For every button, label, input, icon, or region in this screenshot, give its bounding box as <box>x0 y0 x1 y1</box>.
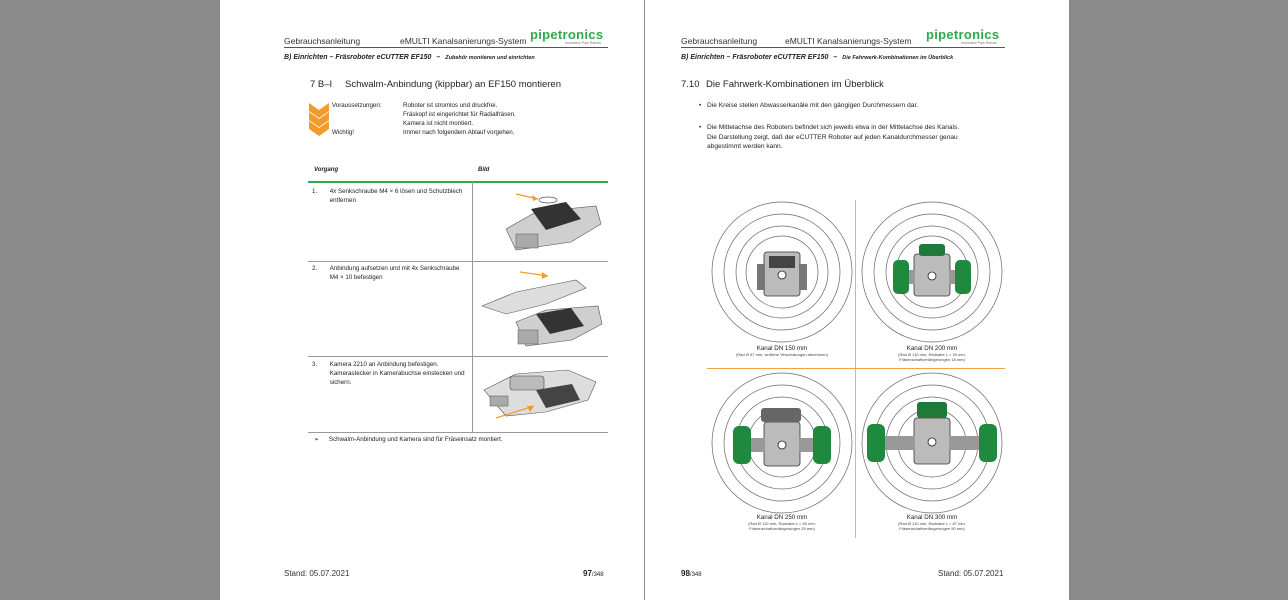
header-rule <box>681 47 1005 48</box>
diagram-subtitle: (Rad Ø 110 mm, Radnabe L = 60 mm, <box>748 521 816 526</box>
diagram-title: Kanal DN 250 mm <box>756 514 808 521</box>
table-header-image: Bild <box>478 167 490 173</box>
chapter-number: 7.10 <box>681 79 700 90</box>
bullet-line: Die Kreise stellen Abwasserkanäle mit den gängigen Durchmessern dar. <box>707 102 919 109</box>
bullet-dot: • <box>699 102 702 109</box>
logo-tagline: Innovative Pipe Robots <box>565 41 601 45</box>
section-header-main: B) Einrichten – Fräsroboter eCUTTER EF150 <box>681 54 829 61</box>
step-text-line: Kamera 2210 an Anbindung befestigen. <box>329 361 439 368</box>
diagram-subtitle: (Rad Ø 87 mm, seitliche Verschalungen abnehmen) <box>736 352 828 357</box>
section-header <box>681 54 953 61</box>
bullet-line: Die Mittelachse des Roboters befindet sich jeweils etwa in der Mittelachse des Kanals. <box>707 124 960 131</box>
result-text: Schwalm-Anbindung und Kamera sind für Fräseinsatz montiert. <box>328 436 503 443</box>
document-page-right <box>645 0 1069 600</box>
step-text-line: entfernen <box>329 197 356 204</box>
header-doc-type: Gebrauchsanleitung <box>681 36 758 46</box>
pipetronics-logo: pipetronics <box>530 27 604 42</box>
page-number-total: /348 <box>689 572 702 578</box>
diagram-horizontal-divider <box>707 368 1005 369</box>
table-row <box>312 360 465 387</box>
bullet-line: Die Darstellung zeigt, daß der eCUTTER Roboter auf jeden Kanaldurchmesser genau <box>707 133 958 141</box>
header-system-name: eMULTI Kanalsanierungs-System <box>400 36 527 46</box>
header-rule <box>284 47 608 48</box>
footer-date: Stand: 05.07.2021 <box>938 569 1004 578</box>
table-row-divider <box>308 261 608 262</box>
table-row-divider <box>308 356 608 357</box>
step-text <box>330 264 460 282</box>
diagram-subtitle: Fräsenschaftverlängerungen 18 mm) <box>899 357 965 362</box>
section-header-main: B) Einrichten – Fräsroboter eCUTTER EF150 <box>284 54 432 61</box>
step-text-line: 4x Senkschraube M4 × 6 lösen und Schutzblech <box>329 188 463 195</box>
diagram-title: Kanal DN 150 mm <box>756 345 808 352</box>
footer-date: Stand: 05.07.2021 <box>284 569 350 578</box>
step-3-illustration <box>476 360 606 430</box>
diagram-title: Kanal DN 200 mm <box>906 345 958 352</box>
pipe-diagram-dn300 <box>859 372 1005 514</box>
step-2-illustration <box>476 264 606 354</box>
bullet-dot: • <box>699 124 702 131</box>
pipe-diagram-dn250 <box>709 372 855 514</box>
diagram-title: Kanal DN 300 mm <box>906 514 958 521</box>
bullet-line: abgestimmt werden kann. <box>707 143 783 150</box>
section-header-dash: – <box>833 54 838 61</box>
diagram-caption <box>859 514 1005 531</box>
header-doc-type: Gebrauchsanleitung <box>284 36 361 46</box>
diagram-caption <box>709 514 855 531</box>
step-text <box>330 360 465 387</box>
table-header-step: Vorgang <box>314 167 339 173</box>
step-text-line: M4 × 10 befestigen <box>329 274 383 281</box>
bullet-item <box>699 123 960 152</box>
document-page-left <box>220 0 644 600</box>
prerequisite-item: Fräskopf ist eingerichtet für Radialfräsen. <box>403 111 516 118</box>
diagram-subtitle: (Rad Ø 110 mm, Radnabe L = 30 mm, <box>898 352 966 357</box>
diagram-subtitle: (Rad Ø 110 mm, Radnabe L = 87 mm, <box>898 521 966 526</box>
header-system-name: eMULTI Kanalsanierungs-System <box>785 36 912 46</box>
important-label: Wichtig! <box>332 129 355 136</box>
table-row <box>312 187 462 205</box>
chapter-title: Die Fahrwerk-Kombinationen im Überblick <box>706 79 884 90</box>
prerequisite-item: Kamera ist nicht montiert. <box>403 120 474 127</box>
diagram-subtitle: Fräsenschaftverlängerungen 50 mm) <box>899 526 965 531</box>
result-note <box>314 435 503 444</box>
step-number: 3. <box>312 361 318 368</box>
pipe-diagram-dn150 <box>709 200 855 344</box>
chapter-title: Schwalm-Anbindung (kippbar) an EF150 montieren <box>345 79 561 90</box>
table-column-divider <box>472 182 473 432</box>
step-text <box>330 187 463 205</box>
section-header-dash: – <box>436 54 441 61</box>
result-arrow-icon: ➢ <box>314 436 320 443</box>
diagram-subtitle: Fräsenschaftverlängerungen 25 mm) <box>749 526 815 531</box>
bullet-item <box>699 101 919 111</box>
step-text-line: Kamerastecker in Kamerabuchse einstecken und <box>329 370 465 377</box>
step-text-line: sichern. <box>329 379 352 386</box>
diagram-caption <box>709 345 855 357</box>
table-header-rule <box>308 181 608 183</box>
page-number-current: 97 <box>583 569 592 578</box>
step-number: 2. <box>312 265 318 272</box>
pipetronics-logo: pipetronics <box>926 27 1000 42</box>
logo-tagline: Innovative Pipe Robots <box>961 41 997 45</box>
section-header-sub: Die Fahrwerk-Kombinationen im Überblick <box>842 55 954 61</box>
important-text: Immer nach folgendem Ablauf vorgehen. <box>403 129 515 136</box>
diagram-vertical-divider <box>855 200 856 538</box>
chapter-number: 7 B–I <box>310 79 333 90</box>
step-1-illustration <box>476 184 606 258</box>
table-bottom-rule <box>308 432 608 433</box>
step-number: 1. <box>312 188 318 195</box>
page-number <box>681 569 702 578</box>
prerequisite-item: Roboter ist stromlos und druckfrei. <box>403 102 498 109</box>
table-row <box>312 264 459 282</box>
section-header-sub: Zubehör montieren und einrichten <box>445 55 535 61</box>
pipe-diagram-dn200 <box>859 200 1005 344</box>
prerequisites-label: Voraussetzungen: <box>332 102 382 109</box>
page-number-current: 98 <box>681 569 690 578</box>
page-number-total: /348 <box>591 572 604 578</box>
page-number <box>583 569 604 578</box>
warning-chevrons-icon <box>308 102 330 136</box>
diagram-caption <box>859 345 1005 362</box>
step-text-line: Anbindung aufsetzen und mit 4x Senkschraube <box>329 265 460 272</box>
prerequisites-list <box>403 101 516 137</box>
section-header <box>284 54 535 61</box>
